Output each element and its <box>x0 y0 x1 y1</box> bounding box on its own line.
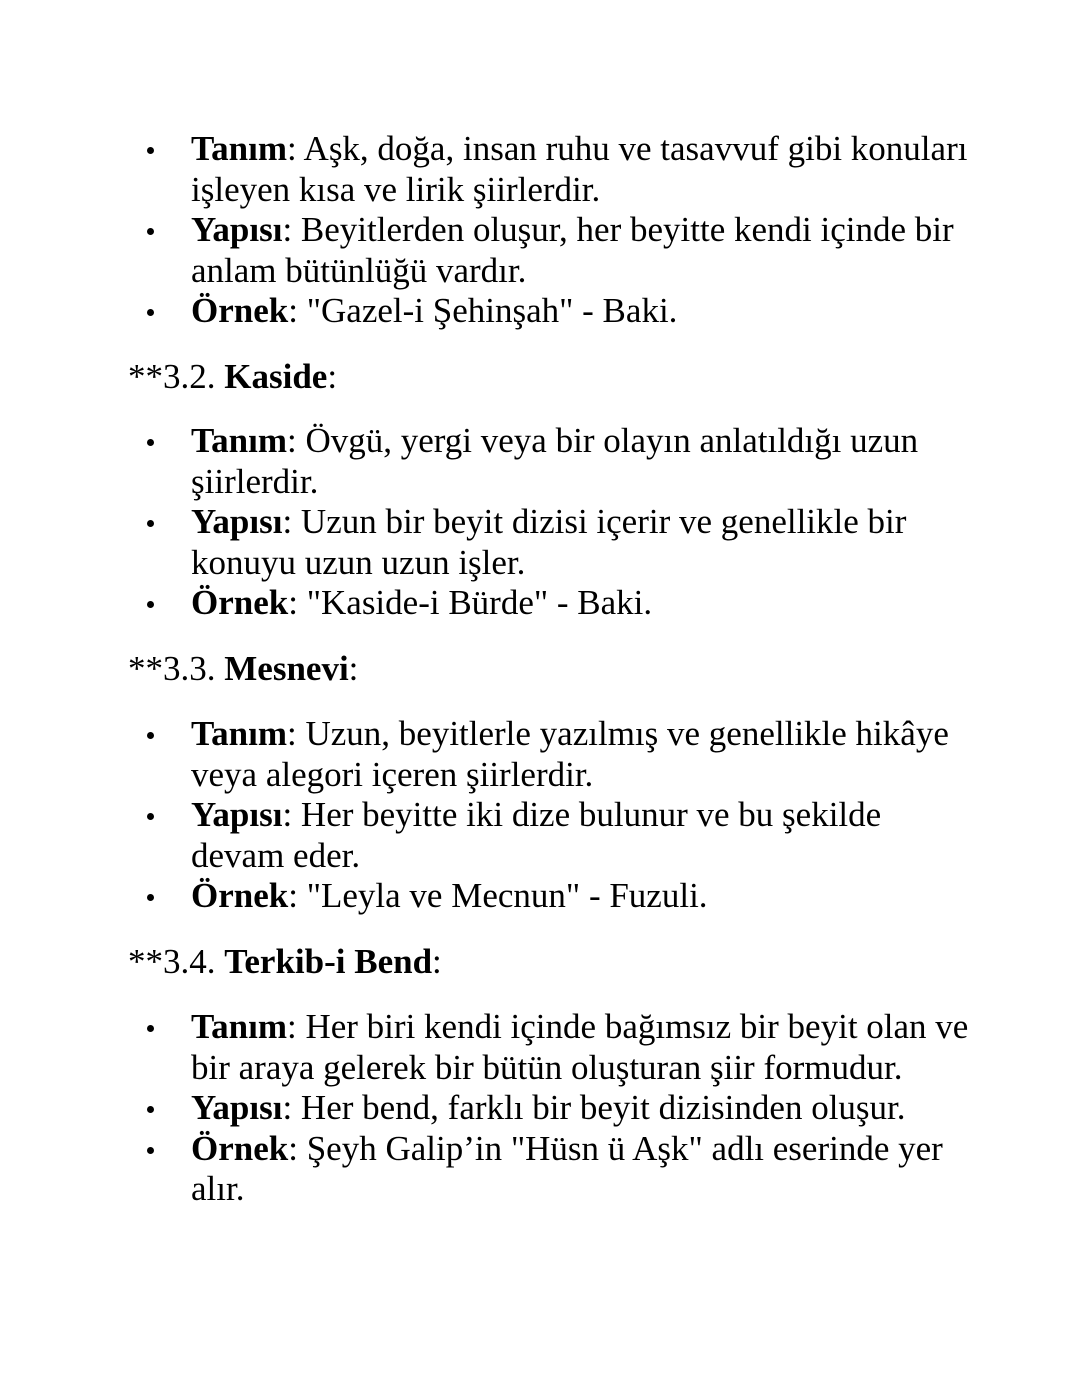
item-label: Örnek <box>191 1128 289 1168</box>
section-title: Terkib-i Bend <box>224 942 433 981</box>
kaside-bullet-list <box>191 421 981 624</box>
item-text: Aşk, doğa, insan ruhu ve tasavvuf gibi konuları işleyen kısa ve lirik şiirlerdir. <box>191 129 968 209</box>
bullet-icon <box>147 439 154 446</box>
list-item: Tanım: Uzun, beyitlerle yazılmış ve genellikle hikâye veya alegori içeren şiirlerdir. <box>191 714 981 795</box>
list-item: Örnek: "Gazel-i Şehinşah" - Baki. <box>191 291 981 332</box>
bullet-icon <box>147 813 154 820</box>
list-item: Yapısı: Her beyitte iki dize bulunur ve bu şekilde devam eder. <box>191 795 981 876</box>
item-label: Örnek <box>191 583 289 622</box>
item-label: Örnek <box>191 876 289 915</box>
bullet-icon <box>147 228 154 235</box>
item-text: Uzun bir beyit dizisi içerir ve genellikle bir konuyu uzun uzun işler. <box>191 502 907 582</box>
bullet-icon <box>147 309 154 316</box>
item-text: Beyitlerden oluşur, her beyitte kendi içinde bir anlam bütünlüğü vardır. <box>191 210 954 290</box>
list-item: Örnek: "Leyla ve Mecnun" - Fuzuli. <box>191 876 981 917</box>
item-text: Her biri kendi içinde bağımsız bir beyit olan ve bir araya gelerek bir bütün oluşturan şiir formudur. <box>191 1007 969 1087</box>
item-text: "Leyla ve Mecnun" - Fuzuli. <box>297 876 708 915</box>
section-heading-kaside: **3.2. Kaside: <box>128 357 338 396</box>
item-label: Yapısı <box>191 1088 283 1127</box>
list-item: Yapısı: Beyitlerden oluşur, her beyitte kendi içinde bir anlam bütünlüğü vardır. <box>191 210 981 291</box>
item-label: Tanım <box>191 421 287 460</box>
list-item: Örnek: Şeyh Galip’in "Hüsn ü Aşk" adlı eserinde yer alır. <box>191 1129 981 1210</box>
bullet-icon <box>147 147 154 154</box>
item-text: "Gazel-i Şehinşah" - Baki. <box>297 291 678 330</box>
list-item: Tanım: Övgü, yergi veya bir olayın anlatıldığı uzun şiirlerdir. <box>191 421 981 502</box>
list-item: Tanım: Aşk, doğa, insan ruhu ve tasavvuf gibi konuları işleyen kısa ve lirik şiirlerdir. <box>191 129 981 210</box>
list-item: Tanım: Her biri kendi içinde bağımsız bir beyit olan ve bir araya gelerek bir bütün oluşturan şiir formudur. <box>191 1007 981 1088</box>
item-label: Yapısı <box>191 210 283 249</box>
section-title: Mesnevi <box>224 649 349 688</box>
item-text: Şeyh Galip’in "Hüsn ü Aşk" adlı eserinde yer alır. <box>191 1128 943 1208</box>
bullet-icon <box>147 1025 154 1032</box>
list-item: Yapısı: Uzun bir beyit dizisi içerir ve genellikle bir konuyu uzun uzun işler. <box>191 502 981 583</box>
item-label: Yapısı <box>191 502 283 541</box>
item-label: Tanım <box>191 129 287 168</box>
bullet-icon <box>147 1106 154 1113</box>
section-heading-terkib-i-bend: **3.4. Terkib-i Bend: <box>128 942 442 981</box>
item-text: Her beyitte iki dize bulunur ve bu şekilde devam eder. <box>191 795 882 875</box>
bullet-icon <box>147 1147 154 1154</box>
item-label: Tanım <box>191 1007 287 1046</box>
item-text: Uzun, beyitlerle yazılmış ve genellikle hikâye veya alegori içeren şiirlerdir. <box>191 714 949 794</box>
bullet-icon <box>147 732 154 739</box>
section-heading-mesnevi: **3.3. Mesnevi: <box>128 649 359 688</box>
bullet-icon <box>147 520 154 527</box>
item-label: Yapısı <box>191 795 283 834</box>
list-item: Örnek: "Kaside-i Bürde" - Baki. <box>191 583 981 624</box>
bullet-icon <box>147 894 154 901</box>
list-item: Yapısı: Her bend, farklı bir beyit dizisinden oluşur. <box>191 1088 981 1129</box>
item-text: Övgü, yergi veya bir olayın anlatıldığı uzun şiirlerdir. <box>191 421 919 501</box>
item-text: Her bend, farklı bir beyit dizisinden oluşur. <box>292 1088 906 1127</box>
item-text: "Kaside-i Bürde" - Baki. <box>297 583 653 622</box>
item-label: Tanım <box>191 714 287 753</box>
terkib-bullet-list <box>191 1007 981 1210</box>
bullet-icon <box>147 601 154 608</box>
item-label: Örnek <box>191 291 289 330</box>
section-title: Kaside <box>224 357 328 396</box>
mesnevi-bullet-list <box>191 714 981 917</box>
gazel-bullet-list <box>191 129 981 332</box>
